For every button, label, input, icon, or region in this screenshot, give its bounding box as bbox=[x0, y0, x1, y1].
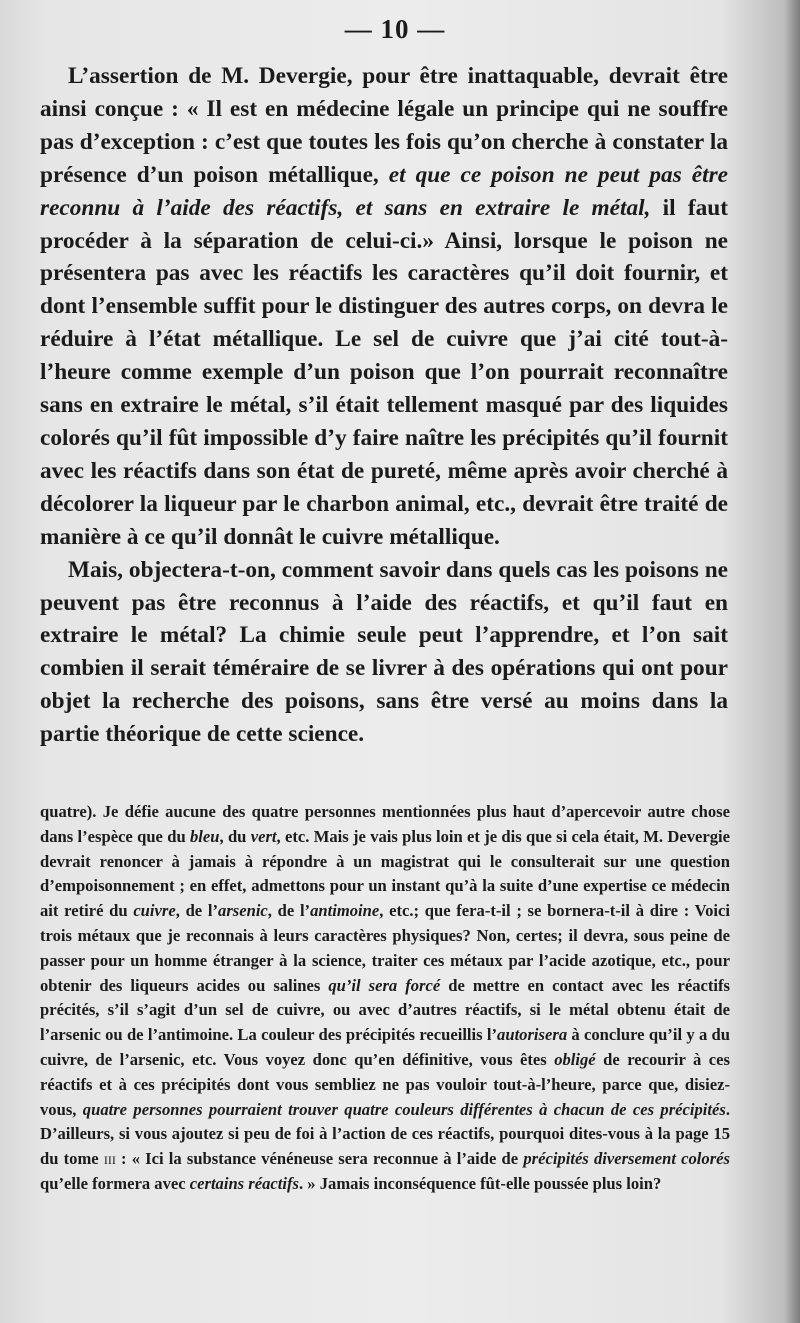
footnote-segment: , du bbox=[219, 826, 251, 846]
paragraph-1-text-a: L’assertion de M. Devergie, pour être inattaquable, devrait être ainsi conçue : « Il est en médecine légale un principe qui ne souffre pas d’exception : c’est que toutes les fois qu’on cherche à constater la présence d’un poison métallique, bbox=[40, 63, 728, 188]
footnote-text bbox=[40, 800, 730, 1197]
footnote-italic: certains réactifs bbox=[189, 1173, 299, 1193]
main-text bbox=[40, 60, 728, 751]
footnote-italic: vert bbox=[250, 826, 277, 846]
footnote-segment: , de l’ bbox=[267, 901, 311, 921]
footnote-italic: obligé bbox=[554, 1049, 596, 1069]
footnote-segment: , etc. Mais je vais plus loin et je dis que si cela était, M. Devergie devrait renoncer à jamais à répondre à un magistrat qui le consulterait sur une question d’empoisonnement ; en effet, admettons pour un instant qu’à la suite d’une expertise ce médecin ait retiré du bbox=[40, 826, 730, 921]
paragraph-1 bbox=[40, 60, 728, 554]
footnote-segment: , de l’ bbox=[175, 901, 219, 921]
footnote-segment: . » Jamais inconséquence fût-elle poussée plus loin? bbox=[298, 1173, 662, 1193]
footnote-segment: . D’ailleurs, si vous ajoutez si peu de foi à l’action de ces réactifs, pourquoi dites-vous à la page 15 du tome bbox=[40, 1099, 731, 1169]
footnote-segment: de recourir à ces réactifs et à ces précipités dont vous sembliez ne pas vouloir tout-à-l’heure, parce que, disiez-vous, bbox=[40, 1049, 730, 1119]
footnote-segment: à conclure qu’il y a du cuivre, de l’arsenic, etc. Vous voyez donc qu’en définitive, vous êtes bbox=[40, 1025, 731, 1069]
footnote-italic: quatre personnes pourraient trouver quatre couleurs différentes à chacun de ces précipités bbox=[82, 1099, 726, 1119]
footnote-segment: qu’elle formera avec bbox=[40, 1173, 190, 1193]
paragraph-1-text-c: il faut procéder à la séparation de celui-ci.» Ainsi, lorsque le poison ne présentera pas avec les réactifs les caractères qu’il doit fournir, et dont l’ensemble suffit pour le distinguer des autres corps, on devra le réduire à l’état métallique. Le sel de cuivre que j’ai cité tout-à-l’heure comme exemple d’un poison que l’on pourrait reconnaître sans en extraire le métal, s’il était tellement masqué par des liquides colorés qu’il fût impossible d’y faire naître les précipités qu’il fournit avec les réactifs dans son état de pureté, même après avoir cherché à décolorer la liqueur par le charbon animal, etc., devrait être traité de manière à ce qu’il donnât le cuivre métallique. bbox=[40, 194, 728, 550]
footnote-italic: qu’il sera forcé bbox=[328, 975, 441, 995]
paragraph-1-italic-quote: et que ce poison ne peut pas être reconnu à l’aide des réactifs, et sans en extraire le métal, bbox=[40, 161, 728, 221]
footnote-segment: : « Ici la substance vénéneuse sera reconnue à l’aide de bbox=[115, 1149, 524, 1169]
paragraph-2: Mais, objectera-t-on, comment savoir dans quels cas les poisons ne peuvent pas être reconnus à l’aide des réactifs, et qu’il faut en extraire le métal? La chimie seule peut l’apprendre, et l’on sait combien il serait téméraire de se livrer à des opérations qui ont pour objet la recherche des poisons, sans être versé au moins dans la partie théorique de cette science. bbox=[40, 556, 728, 748]
footnote bbox=[40, 800, 730, 1197]
footnote-italic: bleu bbox=[189, 826, 220, 846]
footnote-italic: arsenic bbox=[218, 901, 268, 921]
footnote-italic: autorisera bbox=[497, 1025, 568, 1045]
footnote-italic: cuivre bbox=[133, 901, 176, 921]
footnote-segment: de mettre en contact avec les réactifs précités, s’il s’agit d’un sel de cuivre, ou avec d’autres réactifs, si le métal obtenu était de l’arsenic ou de l’antimoine. La couleur des précipités recueillis l’ bbox=[40, 975, 730, 1045]
footnote-small-caps: iii bbox=[103, 1149, 116, 1169]
page-number: — 10 — bbox=[344, 14, 446, 44]
footnote-segment: quatre). Je défie aucune des quatre personnes mentionnées plus haut d’apercevoir autre chose dans l’espèce que du bbox=[40, 802, 730, 846]
footnote-segment: , etc.; que fera-t-il ; se bornera-t-il à dire : Voici trois métaux que je reconnais à leurs caractères physiques? Non, certes; il devra, sous peine de passer pour un homme étranger à la science, traiter ces métaux par l’acide azotique, etc., pour obtenir des liqueurs acides ou salines bbox=[40, 901, 730, 995]
footnote-italic: précipités diversement colorés bbox=[523, 1149, 730, 1169]
footnote-italic: antimoine bbox=[310, 901, 380, 921]
